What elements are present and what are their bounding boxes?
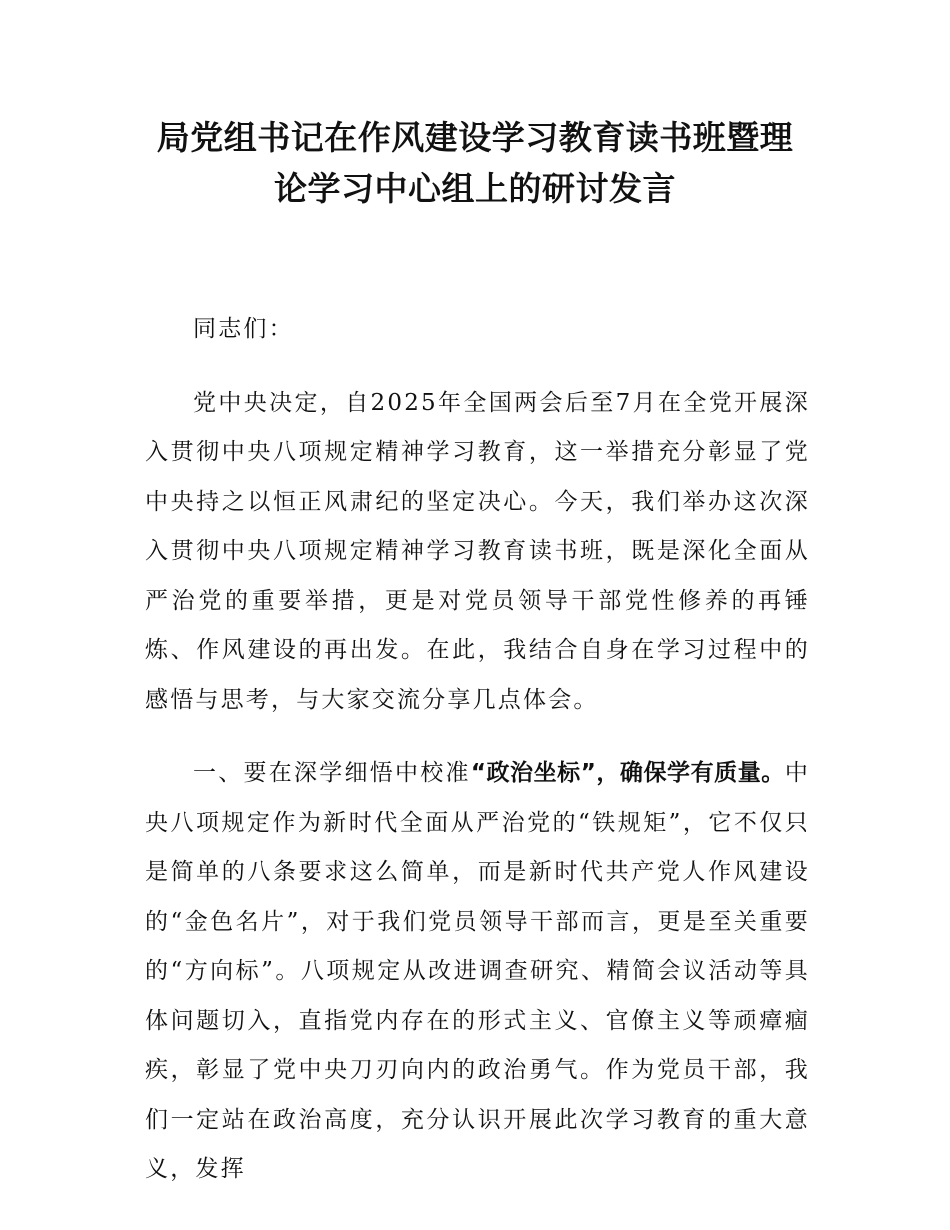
section-1-lead: 一、要在深学细悟中校准 [193,760,471,786]
title-line-1: 局党组书记在作风建设学习教育读书班暨理 [156,118,794,157]
document-body [145,305,810,1195]
title-line-2: 论学习中心组上的研讨发言 [274,169,676,208]
paragraph-intro: 党中央决定，自2025年全国两会后至7月在全党开展深入贯彻中央八项规定精神学习教育，这一举措充分彰显了党中央持之以恒正风肃纪的坚定决心。今天，我们举办这次深入贯彻中央八项规定精神学习教育读书班，既是深化全面从严治党的重要举措，更是对党员领导干部党性修养的再锤炼、作风建设的再出发。在此，我结合自身在学习过程中的感悟与思考，与大家交流分享几点体会。 [145,389,810,713]
salutation: 同志们： [193,316,294,342]
section-1-text: 中央八项规定作为新时代全面从严治党的“铁规矩”，它不仅只是简单的八条要求这么简单，而是新时代共产党人作风建设的“金色名片”，对于我们党员领导干部而言，更是至关重要的“方向标”。八项规定从改进调查研究、精简会议活动等具体问题切入，直指党内存在的形式主义、官僚主义等顽瘴痼疾，彰显了党中央刀刃向内的政治勇气。作为党员干部，我们一定站在政治高度，充分认识开展此次学习教育的重大意义，发挥 [145,760,811,1182]
paragraph-section-1 [145,749,810,1195]
document-title [0,112,950,214]
section-1-heading-bold: “政治坐标”，确保学有质量。 [470,760,785,786]
